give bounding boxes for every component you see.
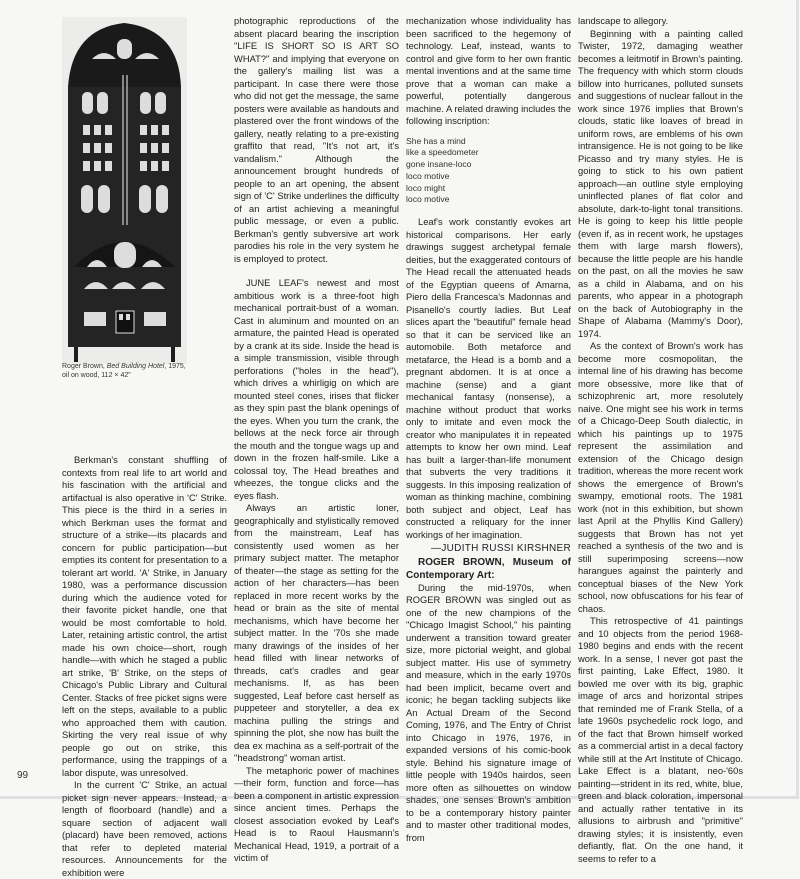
- paragraph: Always an artistic loner, geographically and stylistically removed from the mainstream, Leaf has consistently used women as her primary subject matter. The metaphor of theater—the stage as setting for the action of her characters—has been replaced in more recent works by the head or brain as the site of mental mechanisms, which have become her subject matter. In the '70s she made many drawings of the insides of her head filled with linear networks of threads, cat's cradles and gear mechanisms. If, as has been suggested, Leaf before cast herself as puppeteer and storyteller, a dea ex machina pulling the strings and spinning the plot, she now has built the dea ex machina as a self-portrait of the "headstrong" woman artist.: [234, 503, 399, 763]
- paragraph: In the current 'C' Strike, an actual picket sign never appears. Instead, a length of floorboard (handle) and a square section of adjacent wall (placard) have been removed, actions that refer to depleted material resources. Announcements for the exhibition were: [62, 780, 227, 878]
- paragraph: As the context of Brown's work has become more cosmopolitan, the internal line of his drawing has become more obsessive, more like that of schizophrenic art, more resolutely naive. One might see his work in terms of a Chicago-Deep South dialectic, in which his paintings up to 1975 represent the assimilation and extension of the Chicago design tradition, whereas the more recent work shows the emergence of Brown's swampy, emotional roots. The 1981 work (not in this exhibition, but shown last April at the Phyllis Kind Gallery) suggests that Brown has not yet reached a synthesis of the two and is still superimposing screens—now harangues against the painterly and conceptual biases of the New York school, now obfuscations for his fear of chaos.: [578, 341, 743, 614]
- paragraph: The metaphoric power of machines—their form, function and force—has been a component in artistic expression since ancient times. Perhaps the closest association evoked by Leaf's Head is to Raoul Hausmann's Mechanical Head, 1919, a portrait of a victim of: [234, 765, 399, 863]
- bed-building-hotel-illustration: [62, 17, 187, 364]
- painting-image: [62, 17, 187, 364]
- column-1: [62, 454, 227, 879]
- caption-title: Bed Building Hotel: [106, 363, 165, 370]
- column-2: [234, 15, 399, 865]
- paragraph: Leaf's work constantly evokes art historical comparisons. Her early drawings suggest archetypal female deities, but the exaggerated contours of The Head recall the attenuated heads of the Egyptian queens of Amarna, Piero della Francesca's Madonnas and Pisanello's courtly ladies. But Leaf slices apart the "beautiful" female head so that it can be serviced like an automobile. Both metaforce and metafarce, the Head is a bomb and a pregnant abdomen. It is at once a machine (sense) and a giant mechanical fantasy (nonsense), a machine without product that works only to imitate and even mock the creator who manipulates it in repeated attempts to know her own mind. Leaf has built a larger-than-life monument that subverts the very traditions it suggests. In this imposing realization of woman as thinking machine, combining both subject and object, Leaf has constructed a reliquary for the inner workings of her imagination.: [406, 217, 571, 540]
- paragraph: Berkman's constant shuffling of contexts from real life to art world and his fascination with the artificial and artifactual is also operative in 'C' Strike. This piece is the third in a series in which Berkman uses the format and structure of a strike—its placards and concern for public participation—but empties its content for presentation to a tolerant art world. 'A' Strike, in January 1980, was a performance discussion during which the audience voted for their favorite picket handle, one that would be most comfortable to hold. Later, retaining artistic control, the artist made his own choice—short, rough handle—with which he staged a public art strike, 'B' Strike, on the steps of Chicago's Public Library and Cultural Center. Stacks of free picket signs were left on the steps, available to a public who approached them with caution. Skirting the very real issue of why people go out on strike, this performance, using the trappings of a labor dispute, was unresolved.: [62, 455, 227, 778]
- poem-line: She has a mind: [406, 135, 466, 146]
- poem-inscription: [406, 136, 571, 207]
- author-signature: —JUDITH RUSSI KIRSHNER: [431, 543, 571, 555]
- paragraph: JUNE LEAF's newest and most ambitious work is a three-foot high mechanical portrait-bust of a woman. Cast in aluminum and mounted on an armature, the painted Head is operated by a crank at its side. Inside the head is a simple transmission, visible through perforations ("holes in the head"), which drives a whirligig on which are mounted steel cones, irises that flicker as they spin past the blank openings of the eyes. When you turn the crank, the bellows at the neck force air through the mouth and the tongue wags up and down in the frozen half-smile. Like a colossal toy, The Head breathes and wheezes, the tongue clicks and the eyes flash.: [234, 278, 399, 501]
- paragraph: landscape to allegory.: [578, 16, 669, 26]
- page-number: 99: [17, 770, 29, 781]
- poem-line: loco motive: [406, 194, 450, 205]
- column-4: [578, 15, 743, 865]
- figure-caption: [62, 362, 222, 380]
- column-3: [406, 15, 571, 844]
- paragraph: During the mid-1970s, when ROGER BROWN was singled out as one of the new champions of the "Chicago Imagist School," his painting underwent a transition toward greater size, more pictorial weight, and global subject matter. His use of symmetry and measure, which in the early 1970s had been implicit, became overt and iconic; he began tackling subjects like An Actual Dream of the Second Coming, 1976, and The Entry of Christ into Chicago in 1976, 1976, in expanded versions of his comic-book style. Behind his signature image of little people with 1940s hairdos, seen more often as silhouettes on window shades, one senses Brown's ambition to be a contemporary history painter and to master other traditional modes, from: [406, 582, 571, 843]
- caption-year: , 1975,: [164, 363, 186, 370]
- caption-medium: oil on wood, 112 × 42": [62, 372, 131, 379]
- paragraph: Beginning with a painting called Twister, 1972, damaging weather becomes a leitmotif in Brown's painting. The frequency with which storm clouds billow into hurricanes, polluted sunsets and suggestions of nuclear fallout in the work since 1976 implies that Brown's clouds, static like loaves of bread in uniform rows, are emblems of his own intransigence. He is not going to be like Picasso and try many styles. He is going to stick to his own patient approach—an outline style employing uninflected planes of flat color and absolute, dark-to-light tonal transitions. He is going to keep his little people (even if, as in recent work, he upstages them with large marsh flowers), because the little people are his handle on the past, on all the movies he saw as a child in Alabama, and on his parents, who appear in a photograph on the back of Autobiography in the Shape of Alabama (Mammy's Door), 1974.: [578, 28, 743, 339]
- poem-line: loco might: [406, 182, 446, 193]
- paragraph: This retrospective of 41 paintings and 10 objects from the period 1968-1980 begins and ends with the recent work. In a sense, I never got past the first painting, Lake Effect, 1980. It bowled me over with its big, graphic image of arcs and horizontal stripes that reminded me of Frank Stella, of a late 1960s psychedelic rock logo, and of the fact that Brown himself worked as a commercial artist in a decal factory while still at the Art Institute of Chicago. Lake Effect is a blatant, neo-'60s painting—strident in its red, white, blue, green and black coloration, impersonal and actually rather tentative in its allusions to airbrush and "primitive" drawing styles; it is insistently, even defiantly, flat. On the one hand, it seems to refer to a: [578, 616, 743, 864]
- poem-line: gone insane-loco: [406, 159, 472, 170]
- paragraph: photographic reproductions of the absent placard bearing the inscription "LIFE IS SHORT SO IS ART SO WHAT?" and implying that everyone on the gallery's mailing list was a participant. In case there were those who did not get the message, the same posters were available as handouts and plastered over the front windows of the gallery, neatly relating to a pre-existing graffito that read, "It's not art, it's vandalism." Although the announcement brought hundreds of people to an art opening, the absent sign of 'C' Strike underlines the difficulty of an artist achieving a meaningful public message, or even a public. Berkman's gently subversive art work parodies his role in the very system he is employed to protect.: [234, 16, 399, 264]
- caption-artist: Roger Brown,: [62, 363, 105, 370]
- section-heading: ROGER BROWN, Museum of Contemporary Art:: [406, 556, 571, 581]
- poem-line: loco motive: [406, 170, 450, 181]
- paragraph: mechanization whose individuality has been sacrificed to the hegemony of technology. Leaf, instead, wants to control and give form to her own frantic mental inventions and at the same time prove that a woman can make a powerful, potentially dangerous machine. A related drawing includes the following inscription:: [406, 16, 571, 126]
- poem-line: like a speedometer: [406, 147, 479, 158]
